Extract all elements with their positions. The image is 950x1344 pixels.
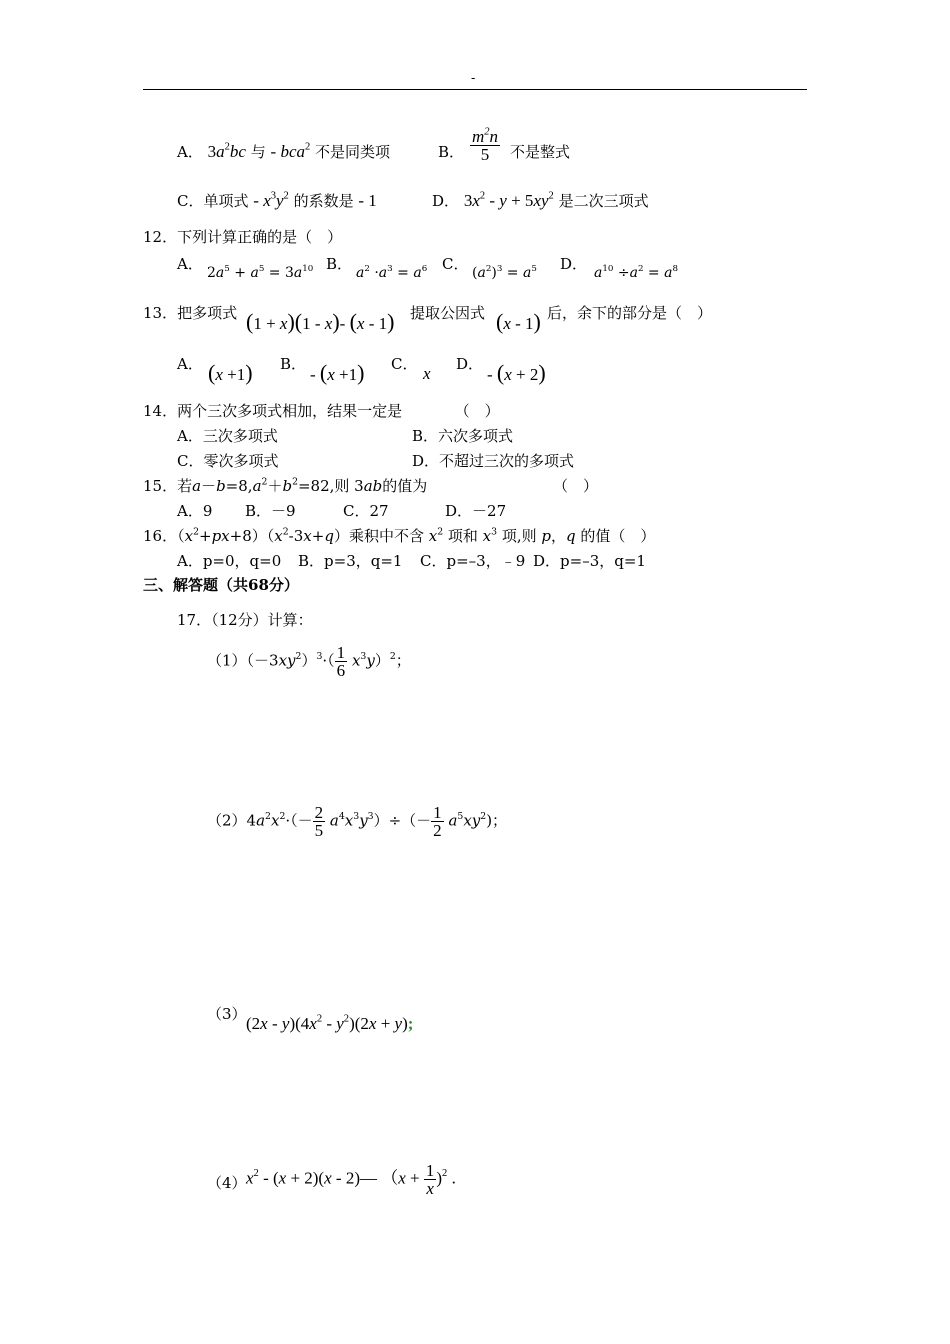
q13-stem-1: 13．把多项式 [143,304,238,322]
q13-stem-3: 后，余下的部分是（ ） [547,304,713,322]
q13-c-expr: x [423,364,431,383]
q17-part-3-label: （3） [207,1005,247,1023]
q11-b-numerator: $m^2n$ [472,126,499,146]
q12-b-expr: $a^2 \cdot a^3 = a^6$ [356,263,428,281]
q11-option-d: D． $3x^2 - y + 5xy^2$ 是二次三项式 [432,190,649,210]
q15-option-c: C．27 [343,502,389,520]
section-title: 三、解答题（共68分） [143,576,299,594]
q13-b-label: B． [280,355,307,373]
q13-d-label: D． [456,355,484,373]
q17-part-3-expr: $(2x - y)(4x^2 - y^2)(2x + y)$; [246,1013,414,1033]
q11-a-expr1: $3a^2bc$ [207,141,246,161]
q11-d-expr: $3x^2 - y + 5xy^2$ [463,190,554,210]
q17-2-fraction-b: $\frac{1}{2}$ [433,803,442,840]
q13-a-label: A． [177,355,203,373]
q11-c-expr: - $x^3y^2$ [253,190,289,210]
q15-option-a: A．9 [177,502,213,520]
q17-part-2: $(2)4a^2x^2\cdot(-$ $\frac{2}{5}$ $a^4x^3y^3)\div(-$ $\frac{1}{2}$ $a^5xy^2$)； [207,803,508,840]
q12-b-label: B． [326,255,353,273]
q15-option-d: D．－27 [445,502,507,520]
q12-a-label: A． [177,255,203,273]
q17-part-4-expr: $x^2 - (x + 2)(x$ - 2)— （x + $\frac{1}{x}$ )$^2$ . [246,1161,456,1198]
q14-option-a: A．三次多项式 [177,427,278,445]
q13-c-label: C． [391,355,418,373]
q13-common-factor: (x - 1) [496,309,541,334]
q14-option-d: D．不超过三次的多项式 [412,452,575,470]
q17-part-4-label: （4） [207,1174,247,1192]
q13-a-expr: (x +1) [208,360,253,385]
q11-b-denominator: 5 [470,145,500,163]
header-rule [143,89,807,90]
q15-option-b: B．－9 [245,502,296,520]
q12-d-expr: $a^{10} \div a^2 = a^8$ [594,263,679,281]
q11-b-text: 不是整式 [510,143,571,161]
q17-part-1: $(1)(-3xy^2)^3\cdot$（ $\frac{1}{6}$ $x^3y)^2$； [207,643,411,680]
q12-c-label: C． [442,255,469,273]
q17-stem: 17．（12分）计算： [177,611,313,629]
q16-stem: 16．$(x^2+px+8)(x^2-3x+q)$乘积中不含 $x^2$ 项和 $x^3$ 项,则 p，q 的值（ ） [143,526,656,545]
q14-option-c: C．零次多项式 [177,452,279,470]
q11-a-expr2: - bca$^2$ [270,141,311,161]
q14-stem: 14．两个三次多项式相加，结果一定是 （ ） [143,402,500,420]
q16-option-a: A．p=0，q=0 [177,552,282,570]
q11-option-a: A． $3a^2bc$ 与 - bca$^2$ 不是同类项 [177,141,391,161]
q13-polynomial: (1 + x)(1 - x)- (x - 1) [246,309,395,334]
header-mark: - [471,70,476,85]
q11-b-label: B． [438,143,465,161]
q13-stem-2: 提取公因式 [410,304,486,322]
q11-b-fraction [470,128,500,163]
q12-stem: 12．下列计算正确的是（ ） [143,228,343,246]
q12-d-label: D． [560,255,588,273]
q14-option-b: B．六次多项式 [412,427,514,445]
q15-paren: （ ） [553,477,599,495]
semicolon-mark: ; [407,1014,414,1033]
q16-option-b: B．p=3，q=1 [298,552,403,570]
q12-c-expr: $(a^2)^3 = a^5$ [472,263,537,281]
q12-a-expr: $2a^5 + a^5 = 3a^{10}$ [207,263,314,281]
q17-4-fraction: $\frac{1}{x}$ [425,1161,435,1198]
q17-2-fraction-a: $\frac{2}{5}$ [314,803,324,840]
q16-option-c: C．p=–3，﹣9 [420,552,526,570]
q16-option-d: D．p=–3，q=1 [533,552,646,570]
q13-d-expr: - (x + 2) [487,360,546,385]
q17-1-fraction: $\frac{1}{6}$ [336,643,346,680]
q11-option-c: C．单项式 - $x^3y^2$ 的系数是 - 1 [177,190,377,210]
q13-b-expr: - (x +1) [310,360,365,385]
q15-stem: 15．若$a-b=8,a^2+b^2=82$,则 3ab的值为 [143,476,428,495]
